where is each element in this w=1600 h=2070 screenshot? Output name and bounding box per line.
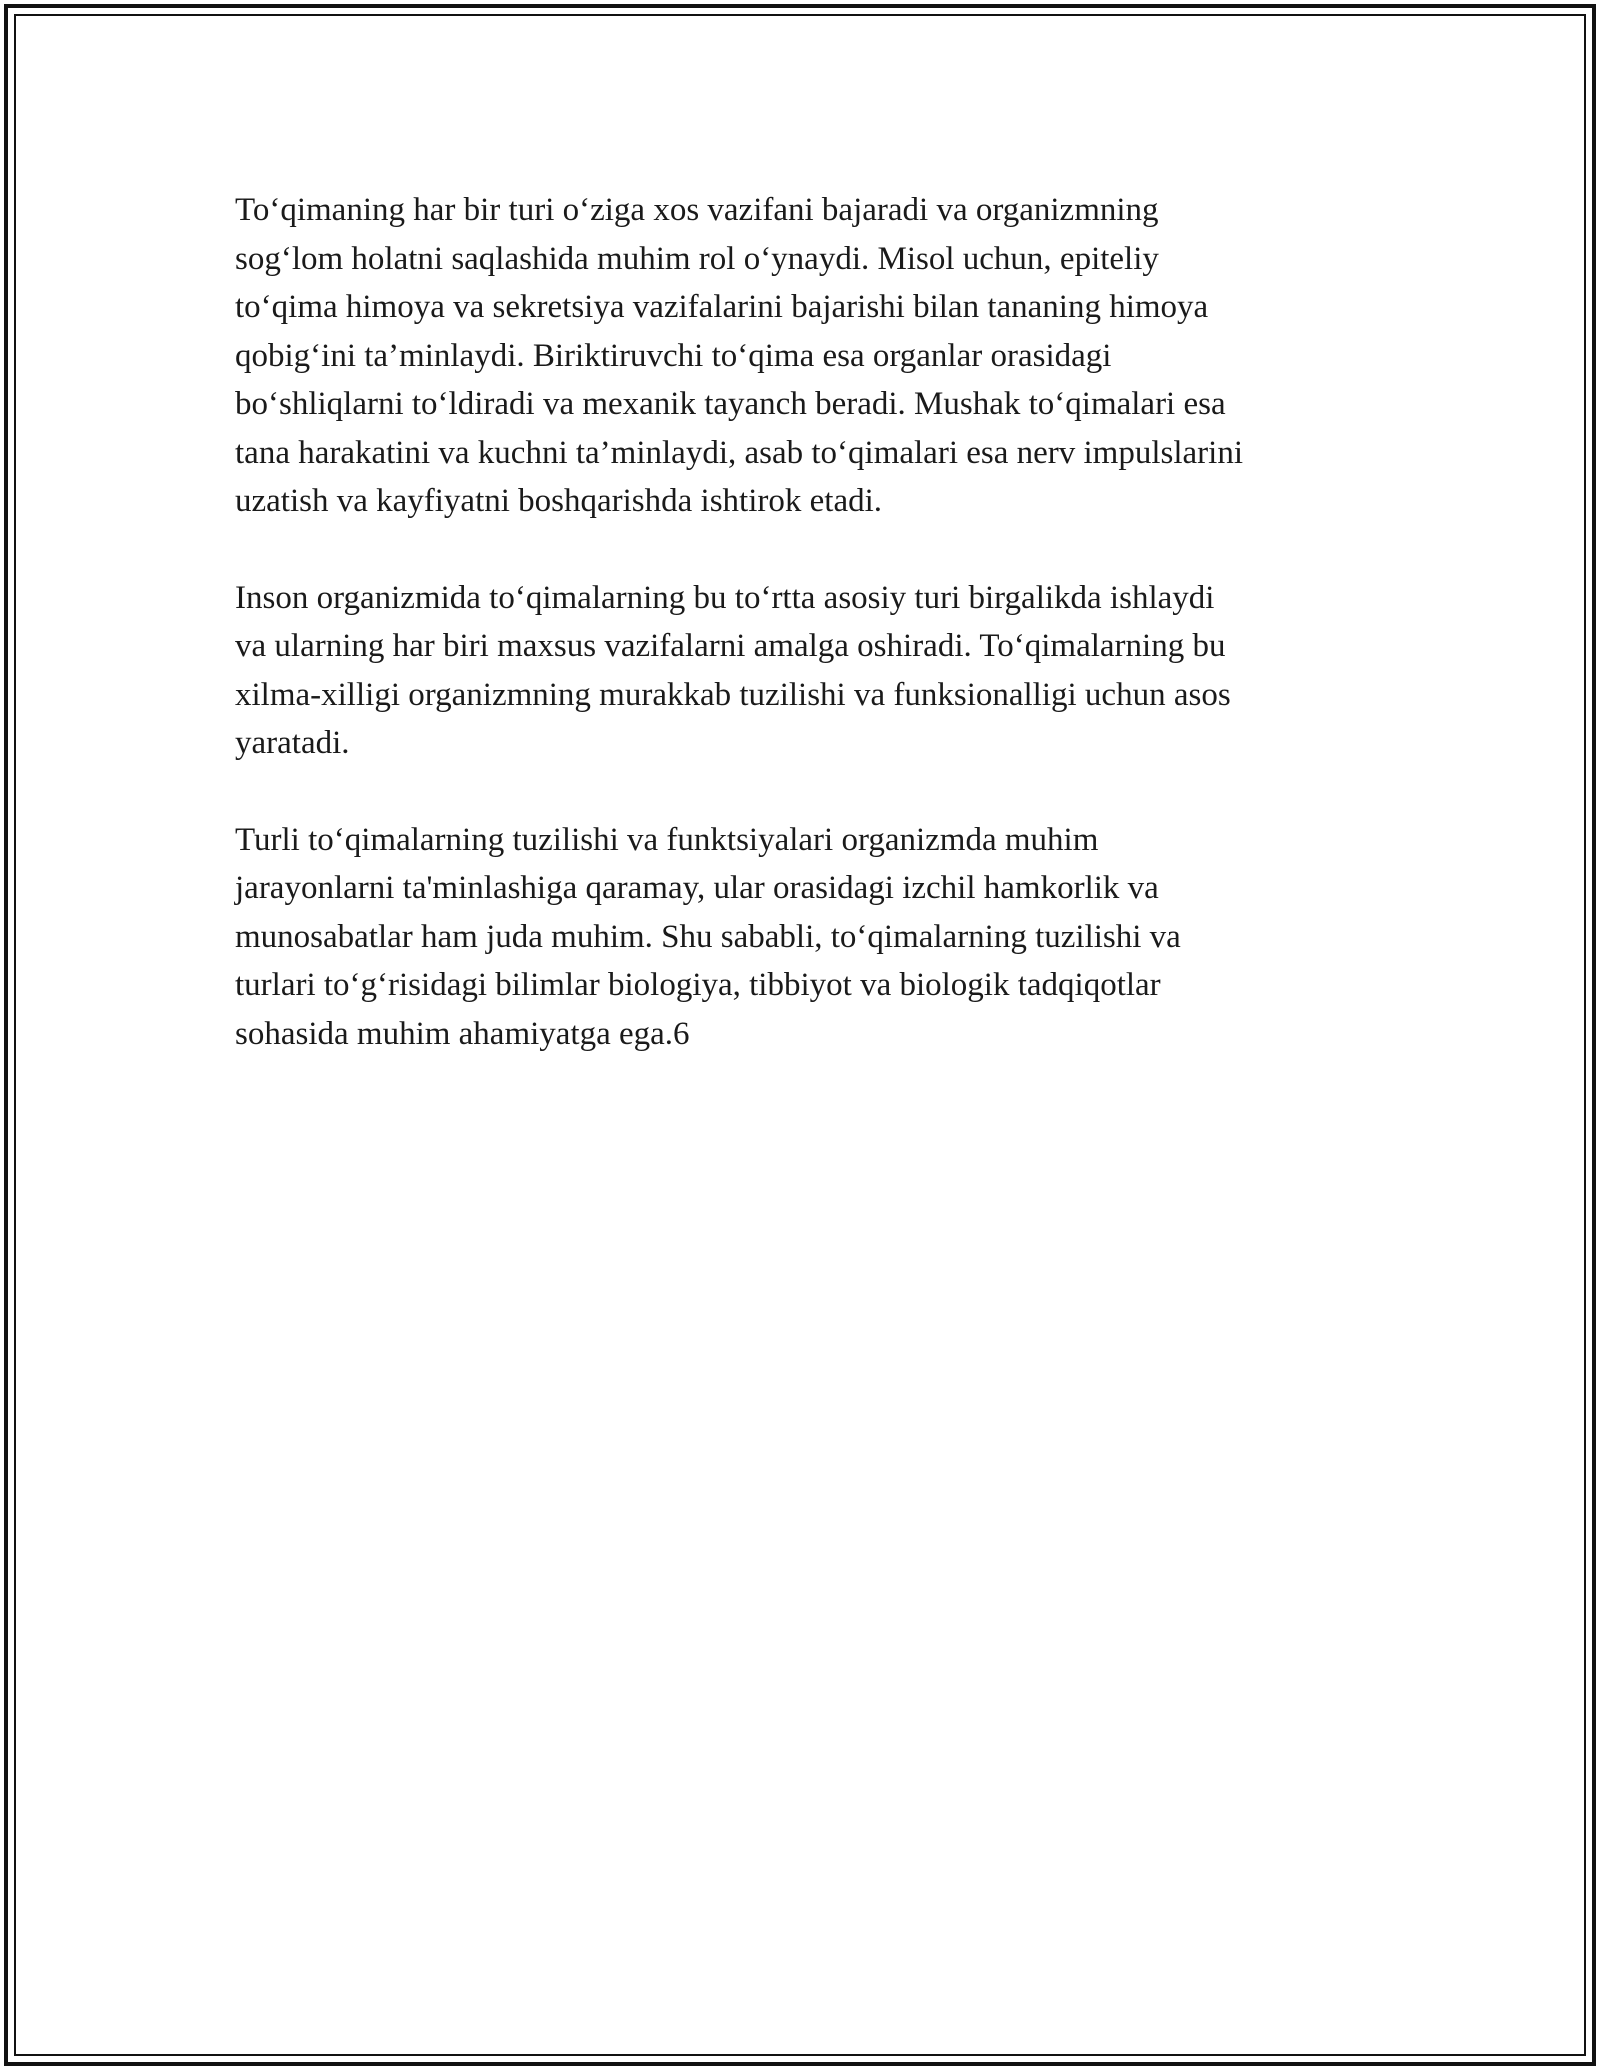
page-body <box>235 186 1375 1106</box>
text-line: To‘qimaning har bir turi o‘ziga xos vazifani bajaradi va organizmning <box>235 192 1159 228</box>
paragraph-1 <box>235 186 1375 526</box>
text-line: jarayonlarni ta'minlashiga qaramay, ular orasidagi izchil hamkorlik va <box>235 870 1159 906</box>
text-line: Inson organizmida to‘qimalarning bu to‘rtta asosiy turi birgalikda ishlaydi <box>235 579 1215 616</box>
text-line: uzatish va kayfiyatni boshqarishda ishtirok etadi. <box>235 483 883 519</box>
text-line: sog‘lom holatni saqlashida muhim rol o‘ynaydi. Misol uchun, epiteliy <box>235 240 1159 277</box>
text-line: to‘qima himoya va sekretsiya vazifalarini bajarishi bilan tananing himoya <box>235 289 1209 325</box>
text-line: qobig‘ini ta’minlaydi. Biriktiruvchi to‘qima esa organlar orasidagi <box>235 337 1112 374</box>
text-line: va ularning har biri maxsus vazifalarni amalga oshiradi. To‘qimalarning bu <box>235 628 1226 664</box>
text-line: yaratadi. <box>235 725 350 761</box>
paragraph-3 <box>235 816 1375 1059</box>
text-line: xilma-xilligi organizmning murakkab tuzilishi va funksionalligi uchun asos <box>235 676 1231 713</box>
text-line: sohasida muhim ahamiyatga ega.6 <box>235 1015 690 1052</box>
text-line: bo‘shliqlarni to‘ldiradi va mexanik tayanch beradi. Mushak to‘qimalari esa <box>235 386 1226 422</box>
paragraph-2 <box>235 574 1375 768</box>
text-line: tana harakatini va kuchni ta’minlaydi, asab to‘qimalari esa nerv impulslarini <box>235 434 1243 471</box>
text-line: Turli to‘qimalarning tuzilishi va funktsiyalari organizmda muhim <box>235 821 1099 858</box>
text-line: munosabatlar ham juda muhim. Shu sababli, to‘qimalarning tuzilishi va <box>235 918 1181 955</box>
text-line: turlari to‘g‘risidagi bilimlar biologiya, tibbiyot va biologik tadqiqotlar <box>235 967 1161 1003</box>
